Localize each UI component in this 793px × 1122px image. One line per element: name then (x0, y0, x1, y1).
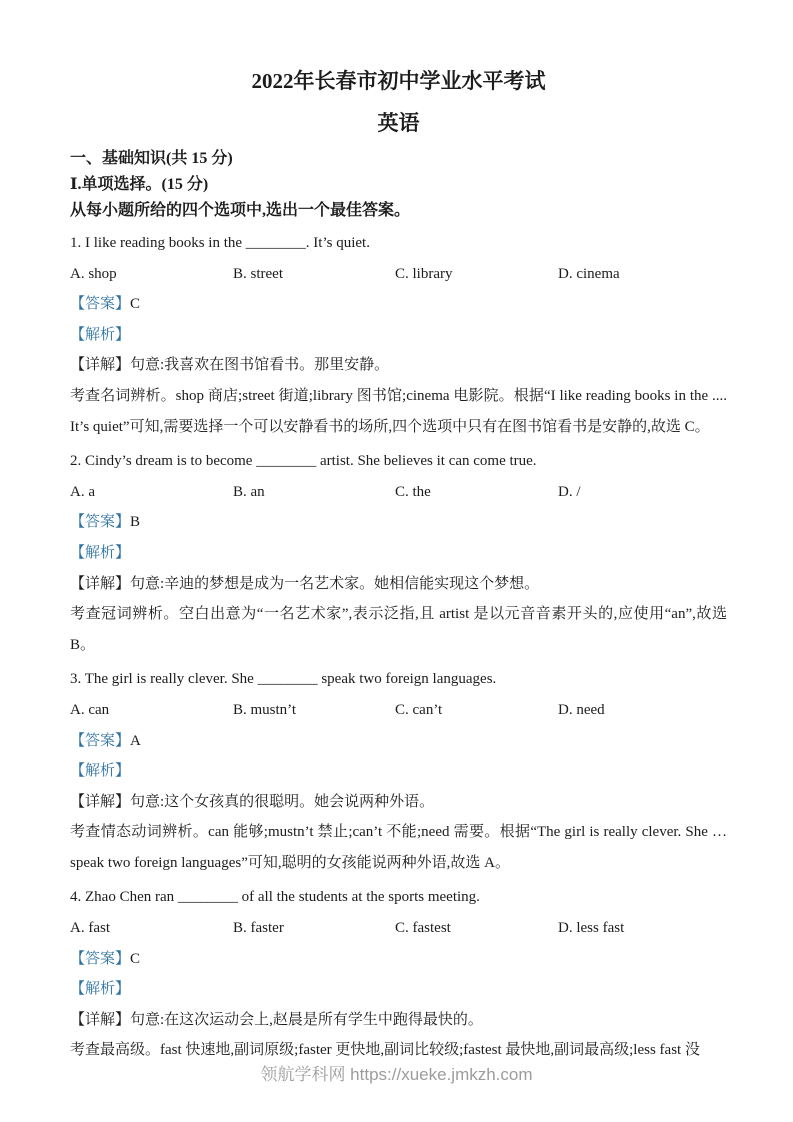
answer-label: 【答案】 (70, 296, 131, 313)
option-b: B. an (233, 483, 265, 500)
subsection-heading: Ⅰ.单项选择。(15 分) (70, 176, 209, 193)
analysis-line (70, 974, 727, 1005)
question-stem: 1. I like reading books in the ________. It’s quiet. (70, 235, 370, 251)
options-row (70, 695, 727, 726)
option-c: C. library (395, 265, 453, 282)
explanation-para: 考查名词辨析。shop 商店;street 街道;library 图书馆;cinema 电影院。根据“I like reading books in the .... It’s quiet”可知,需要选择一个可以安静看书的场所,四个选项中只有在图书馆看书是安静的,故选 C。 (70, 387, 727, 435)
options-row (70, 259, 727, 290)
answer-line (70, 507, 727, 538)
option-d: D. cinema (558, 265, 620, 282)
option-b: B. mustn’t (233, 701, 297, 718)
answer-value: C (130, 950, 141, 967)
analysis-label: 【解析】 (70, 544, 131, 561)
option-d: D. less fast (558, 920, 625, 937)
options-row (70, 477, 727, 508)
option-a: A. shop (70, 265, 117, 282)
explanation-para: 考查冠词辨析。空白出意为“一名艺术家”,表示泛指,且 artist 是以元音音素开头的,应使用“an”,故选 B。 (70, 606, 727, 653)
detail-line: 【详解】句意:辛迪的梦想是成为一名艺术家。她相信能实现这个梦想。 (70, 575, 540, 592)
analysis-line (70, 538, 727, 569)
detail-line: 【详解】句意:我喜欢在图书馆看书。那里安静。 (70, 357, 390, 374)
answer-line (70, 944, 727, 975)
answer-value: B (130, 514, 141, 531)
answer-value: A (130, 732, 141, 749)
detail-line: 【详解】句意:在这次运动会上,赵晨是所有学生中跑得最快的。 (70, 1011, 483, 1028)
option-a: A. a (70, 483, 95, 500)
answer-label: 【答案】 (70, 950, 131, 967)
analysis-line (70, 320, 727, 351)
answer-label: 【答案】 (70, 732, 131, 749)
option-a: A. can (70, 701, 110, 718)
analysis-label: 【解析】 (70, 981, 131, 998)
question-block-2 (70, 446, 727, 660)
footer-watermark: 领航学科网 https://xueke.jmkzh.com (260, 1065, 533, 1084)
question-stem: 3. The girl is really clever. She ________ speak two foreign languages. (70, 671, 497, 688)
option-c: C. fastest (395, 920, 451, 937)
section-heading: 一、基础知识(共 15 分) (70, 150, 233, 167)
explanation-para: 考查情态动词辨析。can 能够;mustn’t 禁止;can’t 不能;need 需要。根据“The girl is really clever. She … speak two foreign languages”可知,聪明的女孩能说两种外语,故选 A。 (70, 824, 727, 871)
options-row (70, 913, 727, 944)
option-a: A. fast (70, 920, 110, 937)
exam-title: 2022年长春市初中学业水平考试 (251, 69, 546, 93)
option-d: D. need (558, 701, 605, 718)
exam-subject: 英语 (377, 111, 420, 135)
option-c: C. can’t (395, 701, 443, 718)
instruction-line: 从每小题所给的四个选项中,选出一个最佳答案。 (70, 202, 411, 219)
question-stem: 4. Zhao Chen ran ________ of all the students at the sports meeting. (70, 889, 480, 906)
option-c: C. the (395, 483, 431, 500)
option-d: D. / (558, 483, 581, 500)
option-b: B. street (233, 265, 283, 282)
answer-line (70, 726, 727, 757)
question-block-3 (70, 664, 727, 878)
answer-label: 【答案】 (70, 514, 131, 531)
answer-line (70, 289, 727, 320)
option-b: B. faster (233, 920, 284, 937)
analysis-line (70, 756, 727, 787)
explanation-para: 考查最高级。fast 快速地,副词原级;faster 更快地,副词比较级;fastest 最快地,副词最高级;less fast 没 (70, 1042, 700, 1059)
question-block-1 (70, 228, 727, 442)
analysis-label: 【解析】 (70, 763, 131, 780)
question-block-4 (70, 882, 727, 1066)
analysis-label: 【解析】 (70, 326, 131, 343)
answer-value: C (130, 296, 141, 313)
question-stem: 2. Cindy’s dream is to become ________ artist. She believes it can come true. (70, 453, 537, 470)
detail-line: 【详解】句意:这个女孩真的很聪明。她会说两种外语。 (70, 793, 435, 810)
